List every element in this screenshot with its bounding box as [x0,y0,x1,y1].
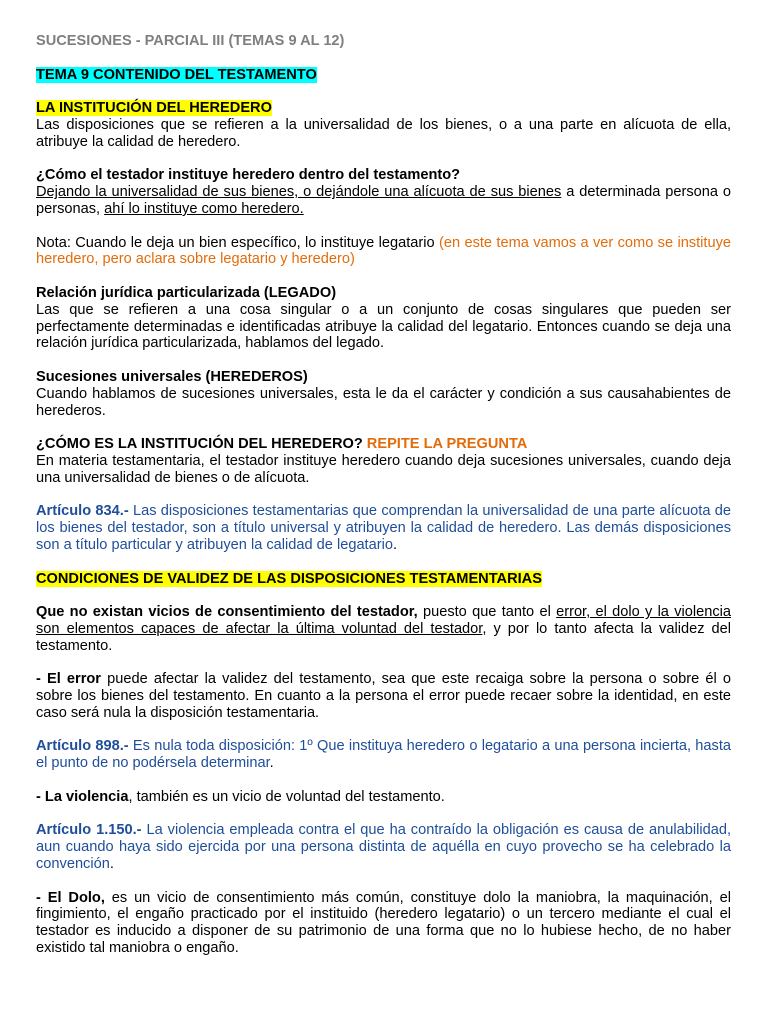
question-heading [36,436,731,453]
article-834 [36,503,731,553]
document-header [36,33,731,50]
paragraph: En materia testamentaria, el testador instituye heredero cuando deja sucesiones universales, cuando deja una universalidad de bienes o de alícuota. [36,452,731,486]
article-text: La violencia empleada contra el que ha contraído la obligación es causa de anulabilidad, aun cuando haya sido ejercida por una persona distinta de aquélla en cuyo provecho se ha celebrado la convención [36,822,731,873]
underlined-text: Dejando la universalidad de sus bienes, o dejándole una alícuota de sus bienes [36,184,562,201]
paragraph [36,789,731,806]
tema-heading: TEMA 9 CONTENIDO DEL TESTAMENTO [36,66,317,83]
universal-title: Sucesiones universales (HEREDEROS) [36,368,308,385]
article-label: Artículo 898.- [36,738,129,755]
text-span: puesto que tanto el [417,604,557,621]
article-text: Las disposiciones testamentarias que comprendan la universalidad de una parte alícuota de los bienes del testador, son a título universal y atribuyen la calidad de heredero. Las demás disposiciones son a título particular y atribuyen la calidad de legatario [36,503,731,553]
paragraph [36,604,731,654]
paragraph: Cuando hablamos de sucesiones universales, esta le da el carácter y condición a sus causahabientes de herederos. [36,385,731,419]
condiciones-heading: CONDICIONES DE VALIDEZ DE LAS DISPOSICIONES TESTAMENTARIAS [36,570,542,587]
repeat-question-note: REPITE LA PREGUNTA [362,436,528,453]
article-end: . [392,536,398,553]
bold-text: Que no existan vicios de consentimiento del testador, [36,604,418,621]
section-heading [36,67,731,84]
bold-text: - La violencia [36,788,129,805]
question: ¿Cómo el testador instituye heredero dentro del testamento? [36,167,461,184]
paragraph [36,890,731,957]
text-span: es un vicio de consentimiento más común, constituye dolo la maniobra, la maquinación, el fingimiento, el engaño practicado por el instituido (heredero legatario) o un tercero mediante el cual el testador es inducido a disponer de su patrimonio de una forma que no lo hubiese hecho, de no haber existido tal maniobra o engaño. [36,889,731,957]
article-898 [36,738,731,772]
article-end: . [269,755,274,772]
text-span: a determinada persona o personas, [36,184,731,217]
article-1150 [36,822,731,872]
paragraph: Las disposiciones que se refieren a la universalidad de los bienes, o a una parte en alícuota de ella, atribuye la calidad de heredero. [36,116,731,150]
note-paragraph [36,235,731,269]
section-heading [36,571,731,588]
underlined-text: error, el dolo y la violencia son elementos capaces de afectar la última voluntad del testador [36,604,731,637]
legado-title: Relación jurídica particularizada (LEGADO) [36,284,337,301]
paragraph [36,671,731,721]
paragraph [36,184,731,218]
subheading [36,100,731,117]
underlined-text: ahí lo instituye como heredero. [104,200,304,217]
text-span: , también es un vicio de voluntad del testamento. [128,788,445,805]
article-label: Artículo 834.- [36,503,129,520]
article-text: Es nula toda disposición: 1º Que instituya heredero o legatario a una persona incierta, hasta el punto de no podérsela determinar [36,738,732,772]
bold-text: - El Dolo, [36,889,105,906]
text-span: puede afectar la validez del testamento, sea que este recaiga sobre la persona o sobre él o sobre los bienes del testamento. En cuanto a la persona el error puede recaer sobre la identidad, en este caso será nula la disposición testamentaria. [36,671,731,721]
paragraph: Las que se refieren a una cosa singular o a un conjunto de cosas singulares que pueden ser perfectamente determinadas e identificadas atribuye la calidad del legatario. Entonces cuando se deja una relación jurídica particularizada, hablamos del legado. [36,301,731,352]
note-orange-text: (en este tema vamos a ver como se instituye heredero, pero aclara sobre legatario y heredero) [36,234,731,268]
institucion-heading: LA INSTITUCIÓN DEL HEREDERO [36,100,272,117]
question-bold: ¿CÓMO ES LA INSTITUCIÓN DEL HEREDERO? [36,436,363,453]
bold-text: - El error [36,671,101,688]
article-end: . [109,856,114,873]
header-title: SUCESIONES - PARCIAL III (TEMAS 9 AL 12) [36,33,345,49]
note-text: Nota: Cuando le deja un bien específico, lo instituye legatario [36,234,439,251]
document-page [36,33,731,957]
article-label: Artículo 1.150.- [36,822,142,839]
text-span: , y por lo tanto afecta la validez del testamento. [36,620,732,654]
